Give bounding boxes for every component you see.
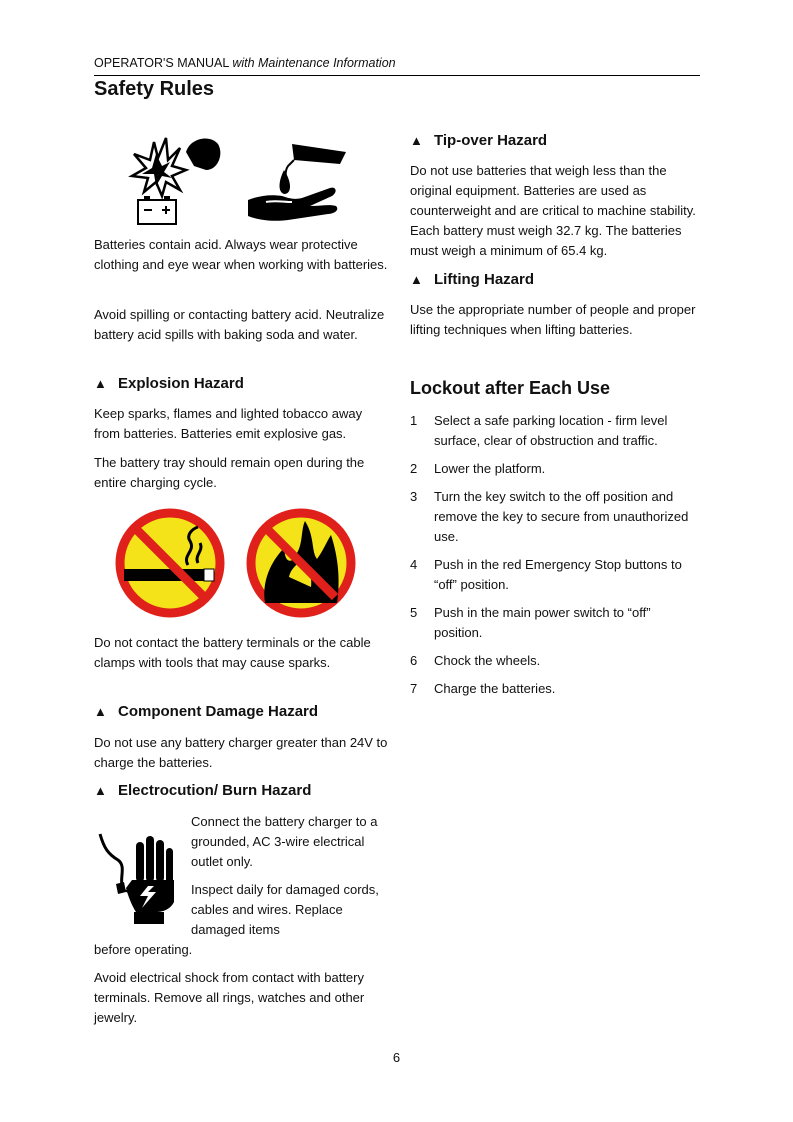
lockout-steps: [410, 411, 702, 707]
warning-triangle-icon: ▲: [410, 272, 423, 287]
header-rule: [94, 75, 700, 76]
header-subtitle: with Maintenance Information: [232, 56, 396, 70]
electrocution-hazard-heading: [94, 782, 311, 799]
electro-heading-text: Electrocution/ Burn Hazard: [118, 782, 312, 799]
acid-paragraph-2: Avoid spilling or contacting battery acid. Neutralize battery acid spills with baking soda and water.: [94, 307, 385, 342]
battery-explosion-icon: [124, 130, 224, 226]
lockout-step: 4 Push in the red Emergency Stop buttons to “off” position.: [410, 557, 682, 592]
acid-paragraph-1: Batteries contain acid. Always wear protective clothing and eye wear when working with batteries.: [94, 237, 388, 272]
explosion-paragraph-3: Do not contact the battery terminals or the cable clamps with tools that may cause sparks.: [94, 635, 371, 670]
explosion-paragraph-2: The battery tray should remain open during the entire charging cycle.: [94, 455, 365, 490]
lifting-heading-text: Lifting Hazard: [434, 271, 534, 288]
warning-triangle-icon: ▲: [94, 704, 107, 719]
explosion-hazard-heading: [94, 375, 244, 392]
lockout-step: 3 Turn the key switch to the off position and remove the key to secure from unauthorized use.: [410, 489, 689, 544]
tipover-heading-text: Tip-over Hazard: [434, 132, 548, 149]
page-number: 6: [392, 1050, 401, 1065]
lockout-heading: Lockout after Each Use: [410, 378, 611, 398]
lockout-step: 5 Push in the main power switch to “off” position.: [410, 605, 651, 640]
lockout-step: 6 Chock the wheels.: [410, 653, 541, 668]
warning-triangle-icon: ▲: [410, 133, 423, 148]
component-hazard-heading: [94, 703, 318, 720]
warning-triangle-icon: ▲: [94, 376, 107, 391]
warning-triangle-icon: ▲: [94, 783, 107, 798]
explosion-paragraph-1: Keep sparks, flames and lighted tobacco away from batteries. Batteries emit explosive gas.: [94, 406, 363, 441]
tipover-hazard-heading: [410, 132, 547, 149]
lockout-step: 7 Charge the batteries.: [410, 681, 556, 696]
acid-burn-icon: [244, 140, 350, 226]
no-open-flame-icon: [245, 507, 357, 619]
no-smoking-icon: [114, 507, 226, 619]
electro-paragraph-2a: Inspect daily for damaged cords, cables and wires. Replace damaged items: [191, 882, 379, 937]
tipover-paragraph-1: Do not use batteries that weigh less than the original equipment. Batteries are used as counterweight and are critical to machine stability. Each battery must weigh 32.7 kg. The batteries must weigh a minimum of 65.4 kg.: [410, 163, 696, 258]
explosion-heading-text: Explosion Hazard: [118, 375, 244, 392]
electric-shock-icon: [96, 830, 184, 924]
header-manual: OPERATOR'S MANUAL: [94, 56, 229, 70]
component-paragraph-1: Do not use any battery charger greater than 24V to charge the batteries.: [94, 735, 388, 770]
lifting-paragraph-1: Use the appropriate number of people and proper lifting techniques when lifting batteries.: [410, 302, 696, 337]
electro-paragraph-1: Connect the battery charger to a grounded, AC 3-wire electrical outlet only.: [191, 814, 378, 869]
component-heading-text: Component Damage Hazard: [118, 703, 319, 720]
page-title: Safety Rules: [94, 78, 215, 100]
lockout-step: 1 Select a safe parking location - firm level surface, clear of obstruction and traffic.: [410, 413, 668, 448]
lifting-hazard-heading: [410, 271, 534, 288]
lockout-step: 2 Lower the platform.: [410, 461, 546, 476]
electro-paragraph-3: Avoid electrical shock from contact with battery terminals. Remove all rings, watches and other jewelry.: [94, 970, 365, 1025]
electro-paragraph-2b: before operating.: [94, 942, 193, 957]
running-header: [94, 56, 396, 70]
